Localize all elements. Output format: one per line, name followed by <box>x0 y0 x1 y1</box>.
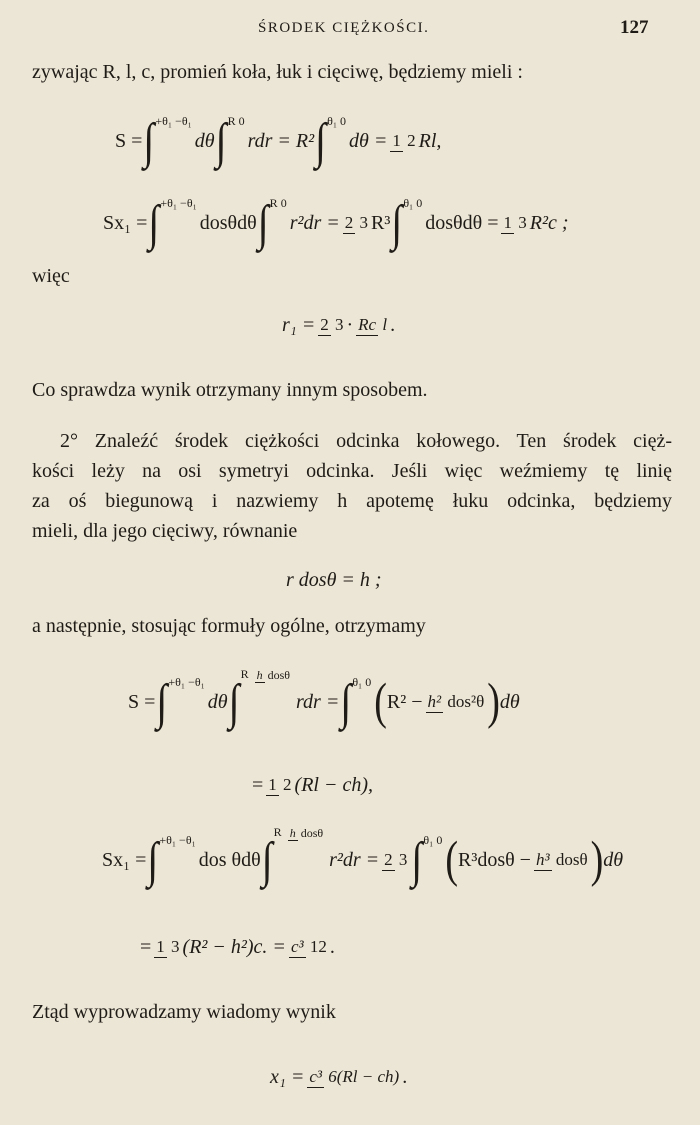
fraction <box>356 315 387 336</box>
denominator: dosθ <box>267 667 291 682</box>
equation-area <box>252 758 373 812</box>
equation-area <box>128 662 520 742</box>
denominator: dosθ <box>555 849 588 869</box>
eq1-end: Rl, <box>418 129 442 152</box>
lower-limit: −θ₁ <box>179 833 196 847</box>
upper-limit: R <box>227 114 236 128</box>
fraction <box>382 850 407 871</box>
denominator: 3 <box>171 936 180 956</box>
integral-sign: ∫ <box>215 112 227 169</box>
integral-sign: ∫ <box>143 112 155 169</box>
denominator: 3 <box>359 212 368 232</box>
upper-limit: +θ₁ <box>160 196 178 210</box>
upper-limit: R <box>240 667 249 681</box>
integral-limits <box>241 667 293 737</box>
numerator: 1 <box>503 212 512 232</box>
stad-line: Ztąd wyprowadzamy wiadomy wynik <box>32 1001 336 1023</box>
numerator: Rc <box>358 314 377 334</box>
lower-limit: −θ₁ <box>175 114 192 128</box>
integral-limits <box>403 196 422 250</box>
fraction <box>343 213 368 234</box>
eq7-lhs: Sx₁ = <box>102 848 147 871</box>
eq5-rdr: rdr = <box>296 690 340 713</box>
integral-limits <box>270 196 287 250</box>
left-paren: ( <box>445 831 458 889</box>
integral-sign: ∫ <box>391 194 403 251</box>
denominator: 2 <box>407 130 416 150</box>
eq2-lhs: Sx₁ = <box>103 211 148 234</box>
eq9-end: . <box>402 1065 408 1088</box>
wiec-line: więc <box>32 265 70 287</box>
upper-limit: θ₁ <box>403 196 414 210</box>
eq1-rdr: rdr = R² <box>247 129 315 152</box>
eq2-cos: dosθdθ <box>199 211 257 234</box>
integral-limits <box>228 114 245 168</box>
denominator: dosθ <box>300 825 324 840</box>
lower-limit: 0 <box>340 114 347 128</box>
running-head: ŚRODEK CIĘŻKOŚCI. <box>258 20 430 36</box>
page-number: 127 <box>620 17 649 38</box>
upper-limit: θ₁ <box>352 675 363 689</box>
denominator: 12 <box>309 936 327 956</box>
lower-limit: 0 <box>416 196 423 210</box>
eq8-eq: = <box>140 935 152 958</box>
upper-limit: R <box>273 825 282 839</box>
eq8-body: (R² − h²)c. = <box>182 935 286 958</box>
fraction <box>289 937 327 958</box>
eq6-body: (Rl − ch), <box>294 773 373 796</box>
denominator: 3 <box>398 849 408 869</box>
numerator: 1 <box>392 130 401 150</box>
eq7-r2dr: r²dr = <box>329 848 380 871</box>
integral-sign: ∫ <box>228 673 240 730</box>
equation-area <box>102 820 623 900</box>
integral-limits <box>423 833 442 887</box>
lower-limit: 0 <box>436 833 443 847</box>
lower-limit: −θ₁ <box>180 196 197 210</box>
denominator: dos²θ <box>447 691 485 711</box>
paragraph-line: mieli, dla jego cięciwy, równanie <box>32 520 298 542</box>
equation-area <box>103 190 568 256</box>
fraction <box>318 315 343 336</box>
upper-limit: +θ₁ <box>159 833 177 847</box>
paragraph-line: za oś biegunową i nazwiemy h apotemę łuku odcinka, będziemy <box>32 490 672 512</box>
fraction <box>534 850 588 871</box>
eq1-lhs: S = <box>115 129 143 152</box>
eq7-cos: dos θdθ <box>198 848 261 871</box>
eq4: r dosθ = h ; <box>286 569 382 591</box>
fraction <box>501 213 526 234</box>
numerator: 2 <box>320 314 329 334</box>
upper-limit: θ₁ <box>423 833 434 847</box>
nastepnie-line: a następnie, stosując formuły ogólne, otrzymamy <box>32 615 426 637</box>
fraction <box>426 692 485 713</box>
upper-limit: θ₁ <box>327 114 338 128</box>
integral-limits <box>155 114 191 168</box>
eq2-R3: R³ <box>371 211 391 234</box>
lower-limit: 0 <box>280 196 287 210</box>
integral-sign: ∫ <box>411 831 423 888</box>
eq3-lhs: r₁ = <box>282 313 316 336</box>
eq1-dtheta: dθ <box>194 129 215 152</box>
left-paren: ( <box>374 673 387 731</box>
numerator: h <box>256 667 263 682</box>
lower-limit: −θ₁ <box>188 675 205 689</box>
fraction <box>266 775 291 796</box>
fraction <box>288 826 323 841</box>
eq2-cos2: dosθdθ = <box>425 211 499 234</box>
eq5-lhs: S = <box>128 690 156 713</box>
numerator: c³ <box>290 936 304 956</box>
integral-sign: ∫ <box>147 831 159 888</box>
integral-limits <box>160 196 196 250</box>
eq6-eq: = <box>252 773 264 796</box>
integral-sign: ∫ <box>315 112 327 169</box>
paragraph-line: 2° Znaleźć środek ciężkości odcinka kołowego. Ten środek cięż- <box>60 430 672 452</box>
eq5-R2: R² − <box>386 690 423 713</box>
integral-limits <box>327 114 346 168</box>
eq5-dtheta: dθ <box>207 690 228 713</box>
denominator: 2 <box>283 774 292 794</box>
integral-limits <box>159 833 195 887</box>
integral-limits <box>168 675 204 729</box>
integral-sign: ∫ <box>340 673 352 730</box>
fraction <box>154 937 179 958</box>
eq1-end-pre: dθ = <box>349 129 388 152</box>
lower-limit: 0 <box>238 114 245 128</box>
integral-sign: ∫ <box>148 194 160 251</box>
upper-limit: +θ₁ <box>168 675 186 689</box>
fraction <box>390 131 415 152</box>
numerator: h² <box>427 691 442 711</box>
equation-area <box>140 920 335 974</box>
eq9-lhs: x₁ = <box>270 1065 305 1088</box>
fraction <box>255 668 290 683</box>
integral-limits <box>274 825 326 895</box>
equation-area <box>270 1050 407 1104</box>
upper-limit: R <box>269 196 278 210</box>
denominator: 3 <box>334 314 344 334</box>
numerator: c³ <box>309 1066 322 1086</box>
equation-area <box>282 298 395 352</box>
denominator: 3 <box>518 212 527 232</box>
right-paren: ) <box>487 673 500 731</box>
right-paren: ) <box>590 831 604 889</box>
numerator: 1 <box>156 936 165 956</box>
eq3-dot: · <box>346 313 354 336</box>
eq8-end: . <box>329 935 335 958</box>
upper-limit: +θ₁ <box>155 114 173 128</box>
denominator: 6(Rl − ch) <box>328 1066 400 1086</box>
lower-limit: 0 <box>365 675 372 689</box>
numerator: 2 <box>344 212 354 232</box>
paragraph-line: kości leży na osi symetryi odcinka. Jeśli więc weźmiemy tę linię <box>32 460 672 482</box>
numerator: h <box>289 825 296 840</box>
sprawdza-line: Co sprawdza wynik otrzymany innym sposobem. <box>32 379 428 401</box>
numerator: 1 <box>268 774 277 794</box>
denominator: l <box>382 314 388 334</box>
eq2-r2dr: r²dr = <box>289 211 340 234</box>
page-header <box>0 17 700 40</box>
eq3-end: . <box>390 313 396 336</box>
integral-sign: ∫ <box>257 194 269 251</box>
numerator: h³ <box>535 849 550 869</box>
numerator: 2 <box>384 849 393 869</box>
integral-sign: ∫ <box>156 673 168 730</box>
integral-sign: ∫ <box>261 831 273 888</box>
eq7-R3: R³dosθ − <box>457 848 531 871</box>
equation-area <box>115 108 441 174</box>
integral-limits <box>352 675 371 729</box>
eq2-end: R²c ; <box>529 211 569 234</box>
intro-line: zywając R, l, c, promień koła, łuk i cięciwę, będziemy mieli : <box>32 61 523 83</box>
eq7-end: dθ <box>603 848 624 871</box>
eq5-end: dθ <box>499 690 520 713</box>
fraction <box>307 1067 399 1088</box>
